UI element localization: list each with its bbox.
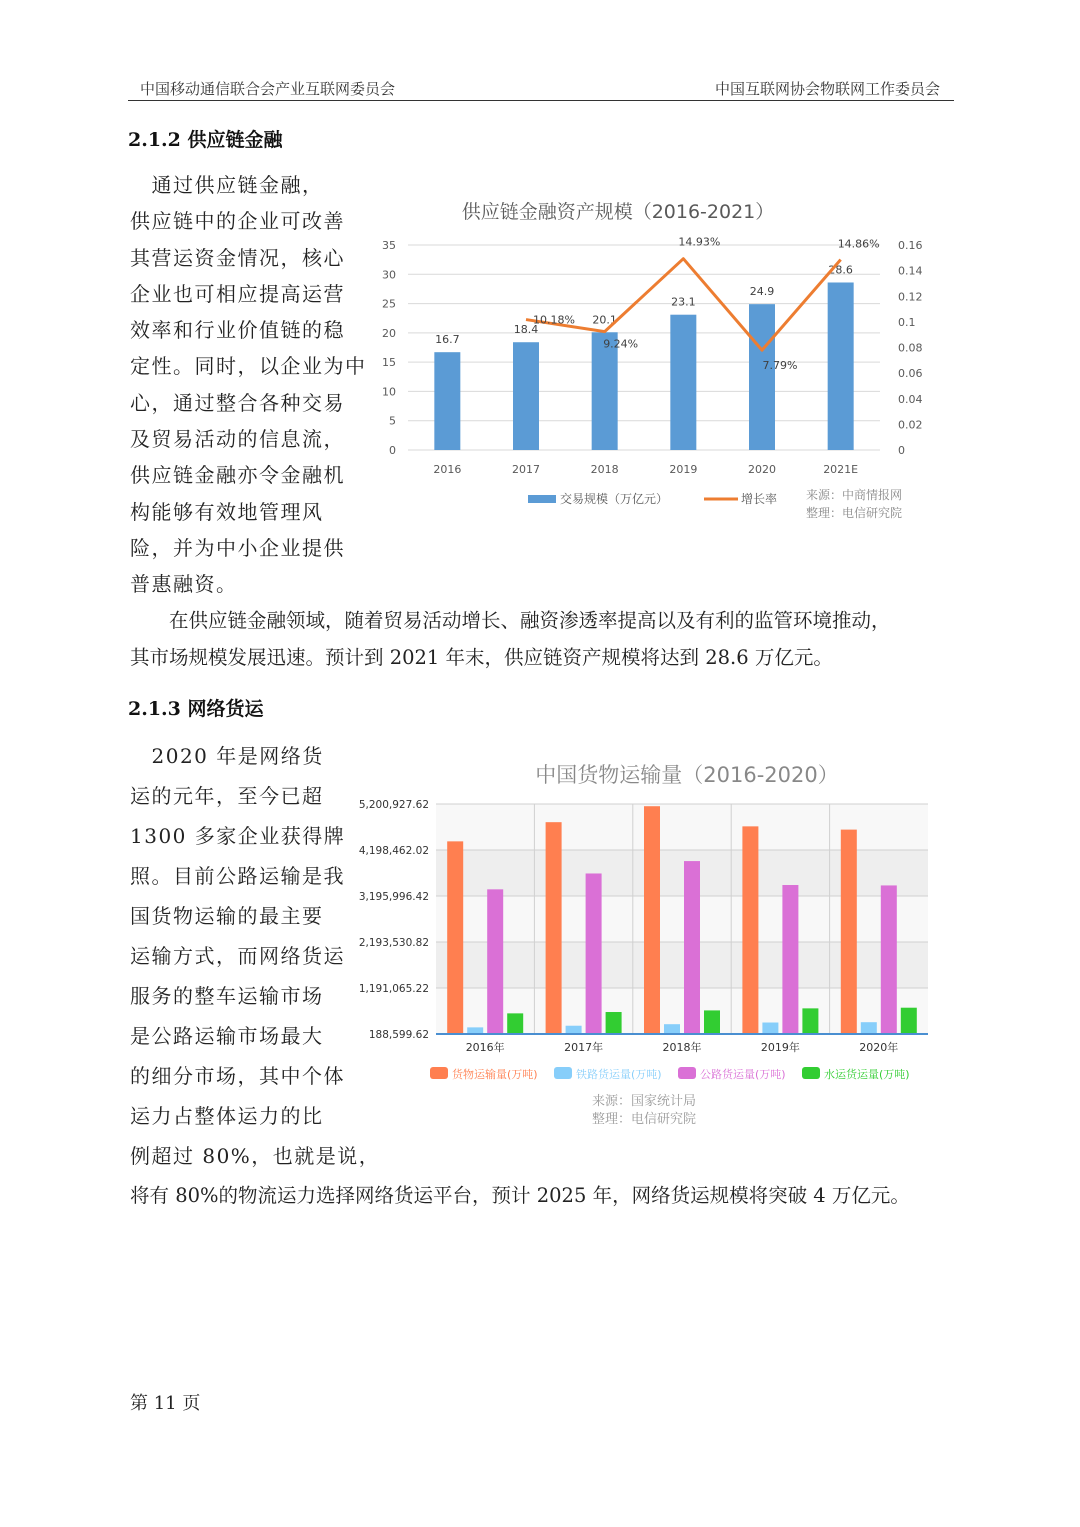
y-tick-label: 15 bbox=[382, 356, 396, 370]
section1-wrap-text bbox=[130, 167, 367, 603]
y2-tick-label: 0 bbox=[898, 444, 905, 457]
section-title-network-freight: 2.1.3 网络货运 bbox=[128, 698, 264, 720]
legend-swatch bbox=[802, 1067, 820, 1079]
text-line: 服务的整车运输市场 bbox=[130, 984, 324, 1008]
text-line: 运力占整体运力的比 bbox=[130, 1104, 324, 1128]
text-line: 心，通过整合各种交易 bbox=[130, 390, 345, 415]
text-line: 及贸易活动的信息流， bbox=[130, 427, 345, 452]
bar bbox=[802, 1008, 818, 1034]
bar bbox=[566, 1026, 582, 1034]
y-tick-label: 30 bbox=[382, 268, 396, 282]
text-line: 供应链中的企业可改善 bbox=[130, 209, 345, 234]
bar bbox=[749, 304, 775, 450]
legend-label: 水运货运量(万吨) bbox=[824, 1068, 910, 1081]
source-note: 来源：国家统计局 bbox=[592, 1094, 697, 1109]
source-note: 整理：电信研究院 bbox=[592, 1112, 697, 1127]
page-header bbox=[128, 76, 954, 101]
x-tick-label: 2019 bbox=[669, 463, 698, 476]
bar bbox=[901, 1008, 917, 1034]
bar bbox=[513, 342, 539, 450]
text-line: 运输方式，而网络货运 bbox=[130, 944, 345, 968]
x-tick-label: 2018年 bbox=[662, 1041, 702, 1054]
source-note: 来源：中商情报网 bbox=[806, 488, 903, 502]
legend-swatch bbox=[554, 1067, 572, 1079]
bar bbox=[881, 885, 897, 1034]
header-left: 中国移动通信联合会产业互联网委员会 bbox=[140, 80, 396, 98]
text-line: 运的元年，至今已超 bbox=[130, 784, 324, 808]
bar bbox=[664, 1024, 680, 1034]
y-tick-label: 2,193,530.82 bbox=[358, 937, 429, 949]
text-line: 例超过 80%，也就是说， bbox=[130, 1144, 381, 1168]
x-tick-label: 2020年 bbox=[859, 1041, 899, 1054]
legend-label: 货物运输量(万吨) bbox=[452, 1068, 538, 1081]
y-tick-label: 1,191,065.22 bbox=[358, 983, 429, 995]
text-line: 其市场规模发展迅速。预计到 2021 年末，供应链资产规模将达到 28.6 万亿元。 bbox=[130, 646, 833, 669]
growth-rate-label: 7.79% bbox=[762, 359, 798, 373]
legend-swatch-bars bbox=[528, 495, 556, 503]
y2-tick-label: 0.14 bbox=[898, 264, 923, 278]
text-line: 通过供应链金融， bbox=[130, 173, 324, 197]
x-tick-label: 2018 bbox=[590, 463, 619, 476]
bar-value-label: 20.1 bbox=[592, 313, 617, 327]
bar bbox=[606, 1012, 622, 1034]
y2-tick-label: 0.1 bbox=[898, 315, 916, 329]
section2-paragraph bbox=[130, 1177, 960, 1214]
bar bbox=[487, 889, 503, 1034]
text-line: 效率和行业价值链的稳 bbox=[130, 318, 345, 343]
text-line: 在供应链金融领域，随着贸易活动增长、融资渗透率提高以及有利的监管环境推动， bbox=[130, 609, 891, 632]
y-tick-label: 10 bbox=[382, 385, 396, 399]
bar bbox=[704, 1010, 720, 1034]
legend-label: 交易规模（万亿元） bbox=[560, 492, 669, 506]
page-number: 第 11 页 bbox=[130, 1393, 201, 1414]
growth-rate-label: 14.93% bbox=[678, 235, 721, 249]
y-tick-label: 35 bbox=[382, 239, 396, 252]
china-freight-volume-chart bbox=[352, 752, 947, 1137]
x-tick-label: 2019年 bbox=[760, 1041, 800, 1054]
text-line: 是公路运输市场最大 bbox=[130, 1024, 324, 1048]
legend-label: 铁路货运量(万吨) bbox=[576, 1068, 662, 1081]
text-line: 国货物运输的最主要 bbox=[130, 904, 324, 928]
y2-tick-label: 0.04 bbox=[898, 392, 923, 406]
y-tick-label: 5 bbox=[389, 414, 396, 428]
text-line: 其营运资金情况，核心 bbox=[130, 245, 345, 270]
bar bbox=[507, 1013, 523, 1034]
bar bbox=[828, 282, 854, 450]
bar bbox=[684, 861, 700, 1034]
x-tick-label: 2020 bbox=[748, 463, 776, 476]
chart-title: 供应链金融资产规模（2016-2021） bbox=[461, 201, 775, 223]
y2-tick-label: 0.06 bbox=[898, 367, 923, 381]
y-tick-label: 188,599.62 bbox=[368, 1029, 429, 1041]
bar bbox=[447, 841, 463, 1034]
legend-label: 公路货运量(万吨) bbox=[700, 1068, 786, 1081]
bar bbox=[546, 822, 562, 1034]
legend-swatch bbox=[430, 1067, 448, 1079]
bar bbox=[861, 1022, 877, 1034]
x-tick-label: 2017 bbox=[512, 463, 540, 476]
text-line: 普惠融资。 bbox=[130, 572, 238, 597]
text-line: 构能够有效地管理风 bbox=[130, 499, 324, 524]
bar bbox=[782, 885, 798, 1034]
y2-tick-label: 0.08 bbox=[898, 341, 923, 355]
growth-rate-label: 9.24% bbox=[603, 337, 639, 351]
section-title-supply-chain-finance: 2.1.2 供应链金融 bbox=[128, 129, 283, 151]
legend-swatch bbox=[678, 1067, 696, 1079]
x-tick-label: 2016 bbox=[433, 463, 462, 476]
bar-value-label: 23.1 bbox=[671, 295, 696, 309]
y2-tick-label: 0.02 bbox=[898, 418, 923, 432]
chart-title: 中国货物运输量（2016-2020） bbox=[535, 763, 839, 787]
bar bbox=[841, 830, 857, 1034]
bar-value-label: 18.4 bbox=[513, 323, 539, 337]
text-line: 定性。同时，以企业为中 bbox=[130, 354, 367, 379]
x-tick-label: 2017年 bbox=[564, 1041, 604, 1054]
y-tick-label: 4,198,462.02 bbox=[358, 845, 429, 857]
text-line: 的细分市场，其中个体 bbox=[130, 1064, 345, 1088]
section2-wrap-text bbox=[130, 736, 380, 1176]
bar bbox=[670, 315, 696, 450]
growth-rate-label: 10.18% bbox=[533, 313, 575, 327]
bar-value-label: 16.7 bbox=[435, 333, 460, 347]
text-line: 供应链金融亦令金融机 bbox=[130, 463, 345, 488]
bar bbox=[644, 806, 660, 1034]
text-line: 险，并为中小企业提供 bbox=[130, 535, 345, 560]
y2-tick-label: 0.12 bbox=[898, 290, 923, 304]
x-tick-label: 2021E bbox=[823, 463, 859, 476]
x-tick-label: 2016年 bbox=[465, 1041, 505, 1054]
bar-value-label: 28.6 bbox=[828, 263, 853, 277]
text-line: 将有 80%的物流运力选择网络货运平台，预计 2025 年，网络货运规模将突破 4 万亿元。 bbox=[130, 1184, 910, 1207]
legend-label: 增长率 bbox=[741, 492, 778, 506]
bar bbox=[742, 826, 758, 1034]
y-tick-label: 20 bbox=[382, 326, 396, 340]
section1-paragraph bbox=[130, 602, 960, 676]
supply-chain-finance-chart bbox=[370, 185, 950, 525]
y-tick-label: 0 bbox=[389, 444, 396, 457]
y-tick-label: 25 bbox=[382, 297, 396, 311]
text-line: 照。目前公路运输是我 bbox=[130, 864, 345, 888]
y2-tick-label: 0.16 bbox=[898, 239, 923, 252]
text-line: 1300 多家企业获得牌 bbox=[130, 824, 346, 848]
bar bbox=[586, 873, 602, 1034]
text-line: 2020 年是网络货 bbox=[130, 744, 324, 768]
bar bbox=[762, 1023, 778, 1034]
bar bbox=[434, 352, 460, 450]
bar-value-label: 24.9 bbox=[749, 285, 775, 299]
y-tick-label: 3,195,996.42 bbox=[358, 891, 429, 903]
y-tick-label: 5,200,927.62 bbox=[358, 799, 429, 811]
header-right: 中国互联网协会物联网工作委员会 bbox=[714, 80, 940, 98]
text-line: 企业也可相应提高运营 bbox=[130, 281, 345, 306]
growth-rate-label: 14.86% bbox=[837, 237, 880, 251]
source-note: 整理：电信研究院 bbox=[806, 506, 903, 520]
